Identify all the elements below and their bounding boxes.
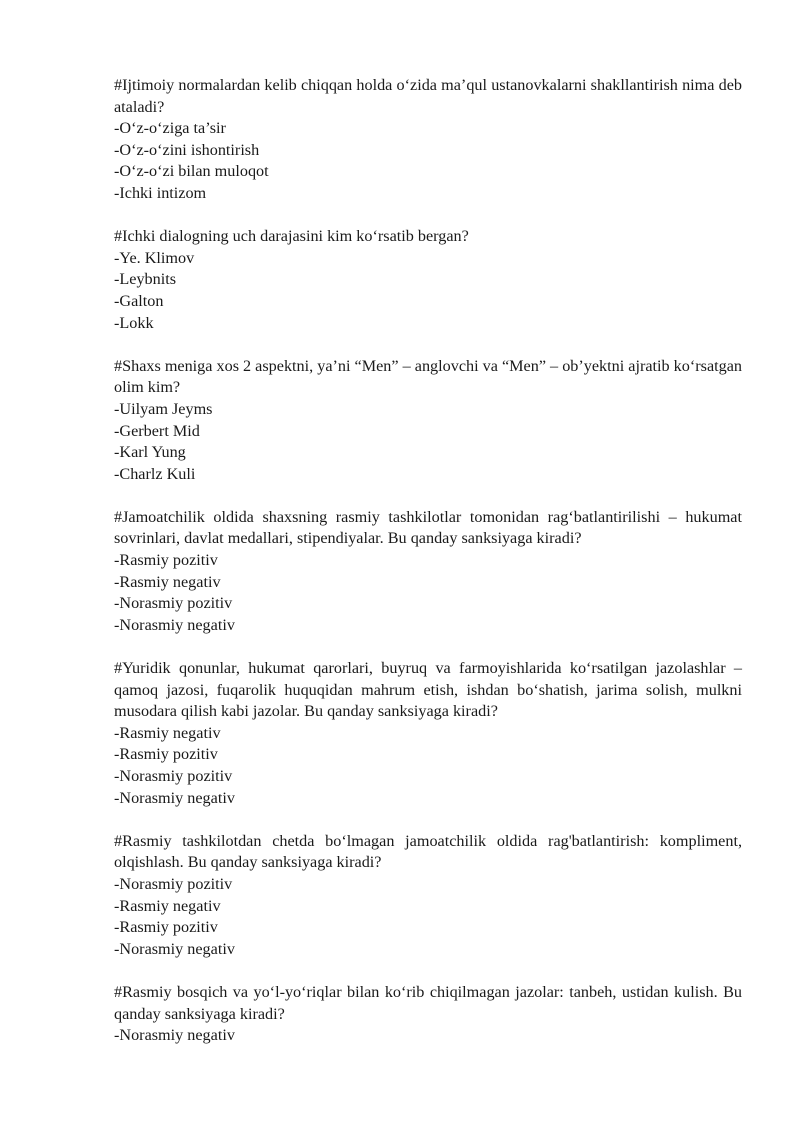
- answer-option: -Karl Yung: [114, 443, 186, 462]
- answer-option: -Norasmiy pozitiv: [114, 767, 233, 785]
- question-block-4: [114, 507, 742, 637]
- question-block-6: [114, 831, 742, 961]
- answer-option: -Norasmiy negativ: [114, 615, 235, 634]
- answer-option: -Leybnits: [114, 270, 177, 289]
- answer-option: -Norasmiy negativ: [114, 939, 235, 958]
- question-block-7: [114, 982, 742, 1047]
- answer-option: -Uilyam Jeyms: [114, 399, 213, 418]
- answer-option: -Rasmiy negativ: [114, 572, 221, 591]
- question-text: #Rasmiy tashkilotdan chetda bo‘lmagan jamoatchilik oldida rag'batlantirish: kompliment, olqishlash. Bu qanday sanksiyaga kiradi?: [114, 831, 742, 872]
- answer-option: -Galton: [114, 291, 164, 310]
- answer-option: -Norasmiy negativ: [114, 788, 235, 807]
- answer-option: -Norasmiy pozitiv: [114, 874, 233, 893]
- answer-option: -Gerbert Mid: [114, 421, 200, 440]
- answer-option: -Rasmiy negativ: [114, 896, 221, 915]
- answer-option: -O‘z-o‘ziga ta’sir: [114, 119, 226, 138]
- answer-option: -Ye. Klimov: [114, 248, 195, 267]
- question-block-5: [114, 658, 742, 809]
- answer-option: -Rasmiy pozitiv: [114, 918, 218, 937]
- answer-option: -Norasmiy pozitiv: [114, 594, 233, 613]
- question-text: #Rasmiy bosqich va yo‘l-yo‘riqlar bilan ko‘rib chiqilmagan jazolar: tanbeh, ustidan kulish. Bu qanday sanksiyaga kiradi?: [114, 982, 742, 1023]
- question-text: #Ijtimoiy normalardan kelib chiqqan holda o‘zida ma’qul ustanovkalarni shakllantirish nima deb ataladi?: [114, 76, 742, 116]
- question-text: #Yuridik qonunlar, hukumat qarorlari, buyruq va farmoyishlarida ko‘rsatilgan jazolashlar – qamoq jazosi, fuqarolik huquqidan mahrum etish, ishdan bo‘shatish, jarima solish, mulkni musodara qilish kabi jazolar. Bu qanday sanksiyaga kiradi?: [114, 659, 742, 721]
- question-block-2: [114, 226, 742, 334]
- document-page: [114, 75, 742, 1068]
- answer-option: -Rasmiy pozitiv: [114, 745, 218, 764]
- answer-option: -Rasmiy negativ: [114, 723, 221, 742]
- question-block-3: [114, 356, 742, 486]
- answer-option: -Norasmiy negativ: [114, 1026, 235, 1045]
- answer-option: -O‘z-o‘zini ishontirish: [114, 140, 260, 159]
- question-text: #Ichki dialogning uch darajasini kim ko‘rsatib bergan?: [114, 227, 469, 246]
- question-block-1: [114, 75, 742, 205]
- question-text: #Jamoatchilik oldida shaxsning rasmiy tashkilotlar tomonidan rag‘batlantirilishi – hukumat sovrinlari, davlat medallari, stipendiyalar. Bu qanday sanksiyaga kiradi?: [114, 507, 742, 548]
- answer-option: -Lokk: [114, 313, 154, 332]
- answer-option: -Rasmiy pozitiv: [114, 551, 218, 570]
- answer-option: -Charlz Kuli: [114, 464, 196, 483]
- question-text: #Shaxs meniga xos 2 aspektni, ya’ni “Men” – anglovchi va “Men” – ob’yektni ajratib ko‘rsatgan olim kim?: [114, 356, 742, 397]
- answer-option: -Ichki intizom: [114, 183, 207, 202]
- answer-option: -O‘z-o‘zi bilan muloqot: [114, 162, 269, 181]
